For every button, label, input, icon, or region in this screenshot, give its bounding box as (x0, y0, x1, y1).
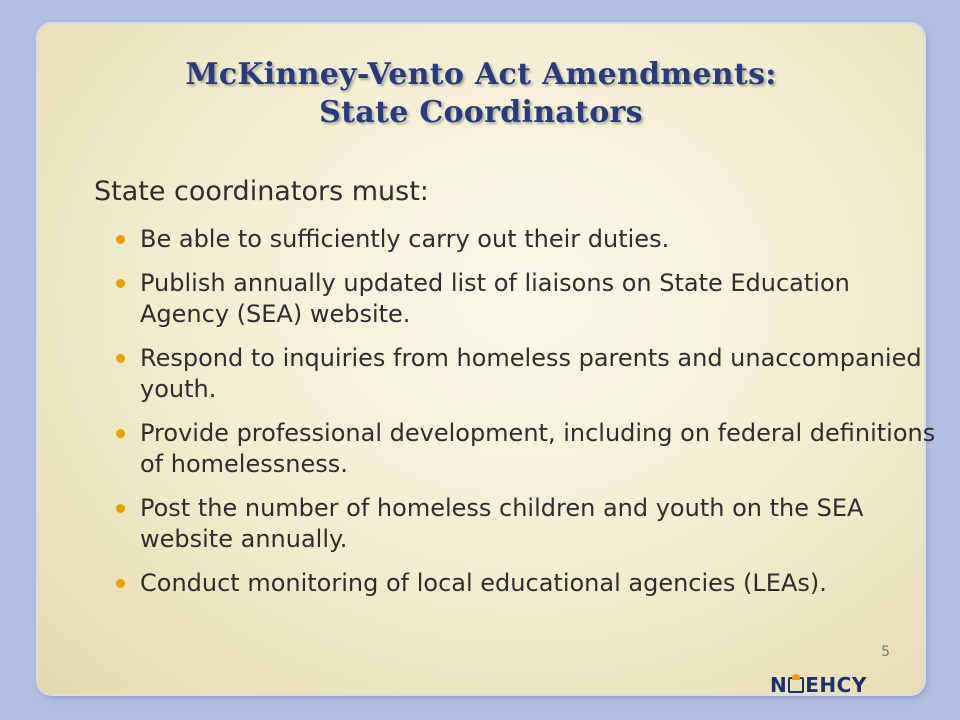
bullet-dot-icon (116, 235, 125, 244)
bullet-dot-icon (116, 429, 125, 438)
slide-title-line-1: McKinney-Vento Act Amendments: (185, 57, 777, 92)
bullet-dot-icon (116, 579, 125, 588)
bullet-dot-icon (116, 354, 125, 363)
bullet-text: Publish annually updated list of liaisons on State Education Agency (SEA) website. (140, 269, 850, 328)
bullet-item (110, 418, 940, 480)
bullet-text: Provide professional development, including on federal definitions of homelessness. (140, 419, 936, 478)
lead-text: State coordinators must: (94, 176, 429, 207)
bullet-item (110, 568, 940, 599)
bullet-dot-icon (116, 504, 125, 513)
bullet-text: Respond to inquiries from homeless parents and unaccompanied youth. (140, 344, 922, 403)
bullet-item (110, 493, 940, 555)
slide-title-line-2: State Coordinators (319, 95, 643, 130)
bullet-dot-icon (116, 279, 125, 288)
slide-panel (38, 24, 936, 694)
bullet-text: Be able to sufficiently carry out their duties. (140, 225, 670, 253)
page-number: 5 (881, 644, 890, 660)
bullet-text: Post the number of homeless children and youth on the SEA website annually. (140, 494, 864, 553)
logo-prefix: N (770, 673, 788, 697)
nchey-logo (770, 673, 867, 697)
bullet-list (110, 224, 940, 612)
bullet-item (110, 224, 940, 255)
slide-title (38, 56, 924, 132)
logo-suffix: EHCY (805, 673, 867, 697)
house-letter-icon (788, 677, 804, 693)
bullet-item (110, 343, 940, 405)
bullet-text: Conduct monitoring of local educational agencies (LEAs). (140, 569, 827, 597)
bullet-item (110, 268, 940, 330)
